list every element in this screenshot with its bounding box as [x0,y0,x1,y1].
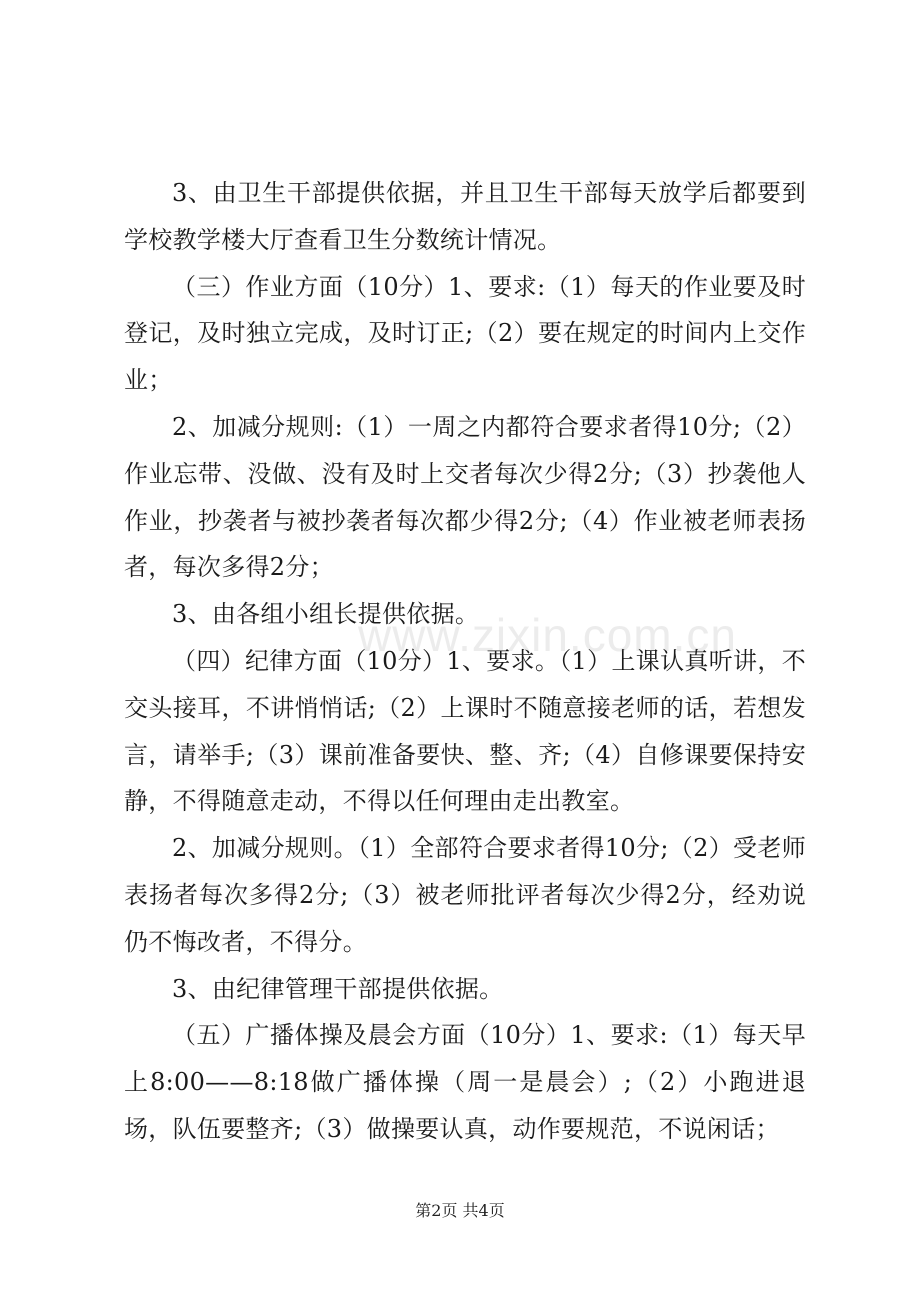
paragraph: 3、由纪律管理干部提供依据。 [172,974,504,1003]
watermark: www.zixin.com.cn [358,609,737,661]
paragraph: 3、由各组小组长提供依据。 [172,600,480,629]
paragraph: （五）广播体操及晨会方面（10分）1、要求:（1）每天早上8:00——8:18做广播体操（周一是晨会）;（2）小跑进退场，队伍要整齐;（3）做操要认真，动作要规范，不说闲话； [124,1021,806,1143]
page-footer: 第2页 共4页 [415,1201,505,1220]
paragraph: 2、加减分规则:（1）一周之内都符合要求者得10分;（2）作业忘带、没做、没有及时上交者每次少得2分;（3）抄袭他人作业，抄袭者与被抄袭者每次都少得2分;（4）作业被老师表扬者，每次多得2分； [124,412,806,582]
paragraph: （三）作业方面（10分）1、要求:（1）每天的作业要及时登记，及时独立完成，及时订正;（2）要在规定的时间内上交作业； [124,272,806,395]
paragraph: （四）纪律方面（10分）1、要求。（1）上课认真听讲，不交头接耳，不讲悄悄话;（2）上课时不随意接老师的话，若想发言，请举手;（3）课前准备要快、整、齐;（4）自修课要保持安静，不得随意走动，不得以任何理由走出教室。 [124,646,806,816]
paragraph: 3、由卫生干部提供依据，并且卫生干部每天放学后都要到学校教学楼大厅查看卫生分数统计情况。 [124,179,806,254]
paragraph: 2、加减分规则。（1）全部符合要求者得10分;（2）受老师表扬者每次多得2分;（3）被老师批评者每次少得2分，经劝说仍不悔改者，不得分。 [124,834,806,956]
